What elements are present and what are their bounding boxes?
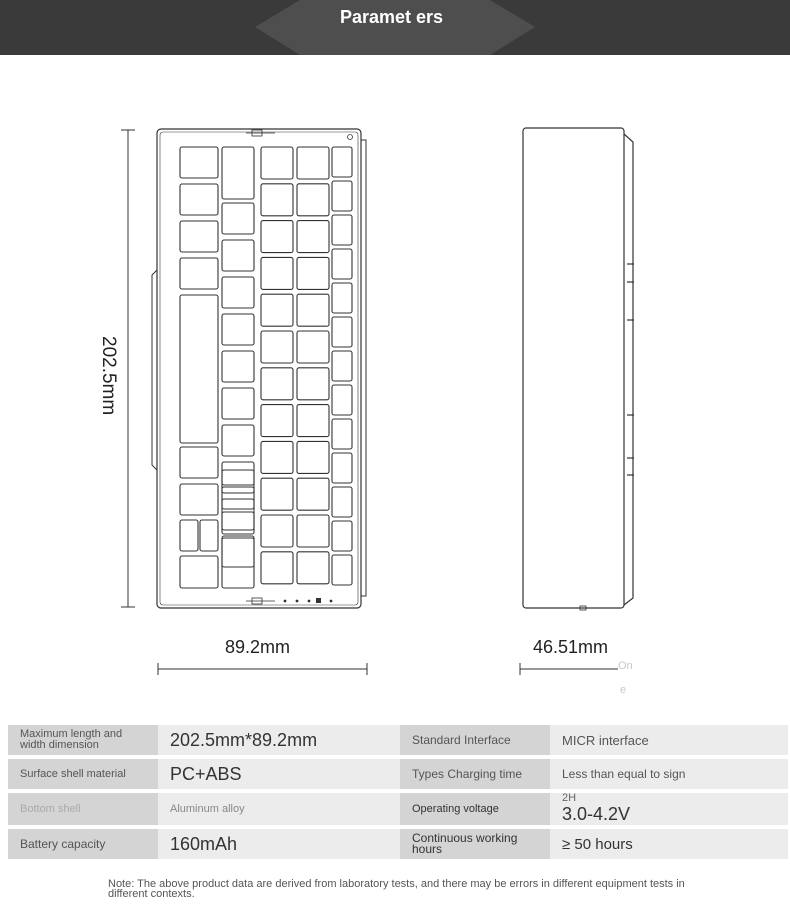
- key: [222, 351, 254, 382]
- key: [332, 249, 352, 279]
- key: [261, 294, 293, 326]
- key: [297, 552, 329, 584]
- spec-row: [8, 759, 788, 789]
- key: [261, 478, 293, 510]
- spec-row: [8, 829, 788, 859]
- spec-value: MICR interface: [550, 725, 788, 755]
- key: [297, 184, 329, 216]
- key: [332, 351, 352, 381]
- spec-label: Battery capacity: [8, 829, 158, 859]
- spec-value-main: 3.0-4.2V: [562, 804, 631, 824]
- spec-value-prefix: 2H: [562, 792, 577, 804]
- key: [332, 419, 352, 449]
- length-dimension-label: 202.5mm: [98, 336, 119, 416]
- key: [297, 294, 329, 326]
- spec-label: Types Charging time: [400, 759, 550, 789]
- key: [261, 441, 293, 473]
- key: [200, 520, 218, 551]
- spec-label: Maximum length and width dimension: [8, 725, 158, 755]
- spec-value: [550, 793, 788, 825]
- disclaimer-note: Note: The above product data are derived from laboratory tests, and there may be errors in different equipment tests in different contexts.: [108, 878, 685, 900]
- ghost-text: On: [618, 660, 633, 672]
- spec-value: PC+ABS: [158, 759, 400, 789]
- thickness-dimension-line: [520, 663, 618, 675]
- spec-value: 202.5mm*89.2mm: [158, 725, 400, 755]
- key: [297, 515, 329, 547]
- key: [297, 368, 329, 400]
- key: [332, 385, 352, 415]
- key: [261, 221, 293, 253]
- key: [297, 147, 329, 179]
- width-dimension-line: [158, 663, 367, 675]
- port-dots: [284, 598, 333, 603]
- key: [222, 536, 254, 567]
- key: [222, 462, 254, 493]
- key: [332, 147, 352, 177]
- key: [332, 283, 352, 313]
- spec-value: Less than equal to sign: [550, 759, 788, 789]
- key: [261, 368, 293, 400]
- key: [261, 405, 293, 437]
- key: [332, 317, 352, 347]
- keyboard-side-view: [523, 128, 634, 610]
- spec-label: Bottom shell: [8, 793, 158, 825]
- key: [261, 552, 293, 584]
- key: [180, 258, 218, 289]
- key: [222, 203, 254, 234]
- thickness-dimension-label: 46.51mm: [533, 637, 609, 657]
- key: [332, 487, 352, 517]
- key: [222, 314, 254, 345]
- ghost-text: e: [620, 684, 627, 696]
- spec-label: Continuous working hours: [400, 829, 550, 859]
- key: [180, 447, 218, 478]
- key: [180, 147, 218, 178]
- spec-row: [8, 793, 788, 825]
- spec-label: Surface shell material: [8, 759, 158, 789]
- key: [222, 499, 254, 530]
- key: [180, 295, 218, 443]
- key: [180, 184, 218, 215]
- key: [180, 221, 218, 252]
- key: [332, 555, 352, 585]
- key: [222, 538, 254, 588]
- key: [222, 240, 254, 271]
- key: [297, 478, 329, 510]
- key: [332, 453, 352, 483]
- key: [180, 556, 218, 588]
- page-title: Paramet ers: [340, 7, 444, 27]
- key-grid: [180, 147, 352, 588]
- key: [297, 257, 329, 289]
- key: [261, 257, 293, 289]
- spec-label: Standard Interface: [400, 725, 550, 755]
- spec-table: [8, 721, 788, 863]
- key: [222, 147, 254, 199]
- spec-value: Aluminum alloy: [158, 793, 400, 825]
- keyboard-front-view: [152, 129, 366, 608]
- key: [297, 405, 329, 437]
- spec-label: Operating voltage: [400, 793, 550, 825]
- key: [222, 425, 254, 456]
- key: [297, 221, 329, 253]
- width-dimension-label: 89.2mm: [225, 637, 291, 657]
- key: [297, 441, 329, 473]
- key: [332, 215, 352, 245]
- key: [222, 470, 254, 485]
- key: [297, 331, 329, 363]
- length-dimension-line: [121, 130, 135, 607]
- spec-value: 160mAh: [158, 829, 400, 859]
- key: [332, 521, 352, 551]
- key: [222, 388, 254, 419]
- key: [261, 147, 293, 179]
- key: [332, 181, 352, 211]
- key: [222, 277, 254, 308]
- key: [222, 487, 254, 509]
- key: [261, 184, 293, 216]
- key: [180, 484, 218, 515]
- key: [180, 520, 198, 551]
- key: [261, 515, 293, 547]
- spec-value: ≥ 50 hours: [550, 829, 788, 859]
- key: [261, 331, 293, 363]
- key: [222, 512, 254, 534]
- spec-row: [8, 725, 788, 755]
